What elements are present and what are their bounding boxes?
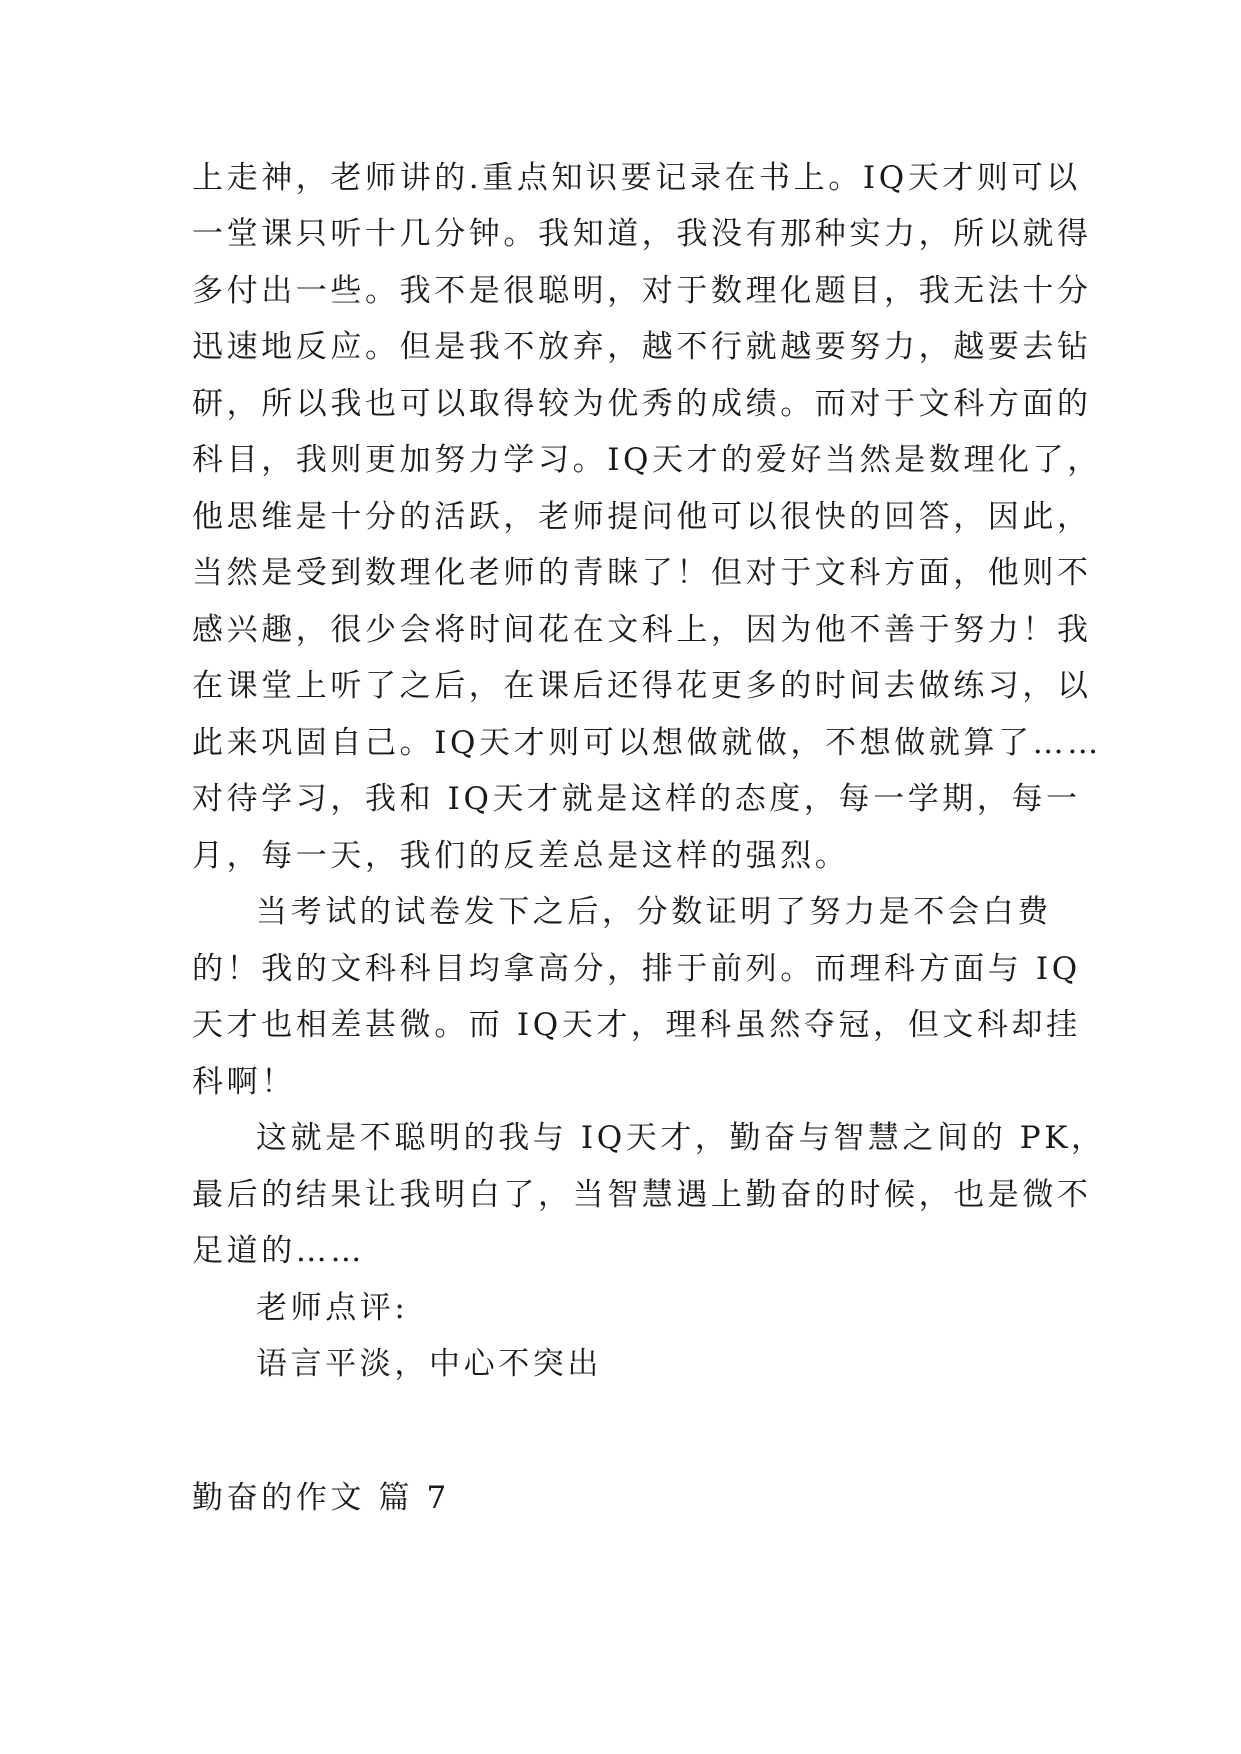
text-line: 当然是受到数理化老师的青睐了！但对于文科方面，他则不 [192,555,1092,591]
text-line: 迅速地反应。但是我不放弃，越不行就越要努力，越要去钻 [192,329,1092,365]
text-line: 研，所以我也可以取得较为优秀的成绩。而对于文科方面的 [192,386,1092,422]
text-line: 月，每一天，我们的反差总是这样的强烈。 [192,838,850,874]
teacher-comment-text: 语言平淡，中心不突出 [256,1346,602,1382]
section-heading: 勤奋的作文 篇 7 [192,1480,450,1516]
text-line: 感兴趣，很少会将时间花在文科上，因为他不善于努力！我 [192,612,1092,648]
text-line: 科啊！ [192,1064,296,1100]
text-line: 一堂课只听十几分钟。我知道，我没有那种实力，所以就得 [192,216,1092,252]
text-line: 上走神，老师讲的.重点知识要记录在书上。IQ天才则可以 [192,160,1081,196]
text-line: 对待学习，我和 IQ天才就是这样的态度，每一学期，每一 [192,781,1081,817]
text-line: 的！我的文科科目均拿高分，排于前列。而理科方面与 IQ [192,951,1081,987]
text-line: 科目，我则更加努力学习。IQ天才的爱好当然是数理化了， [192,442,1102,478]
paragraph-start-line: 当考试的试卷发下之后，分数证明了努力是不会白费 [256,894,1052,930]
text-line: 最后的结果让我明白了，当智慧遇上勤奋的时候，也是微不 [192,1177,1092,1213]
text-line: 此来巩固自己。IQ天才则可以想做就做，不想做就算了…… [192,725,1102,761]
text-line: 多付出一些。我不是很聪明，对于数理化题目，我无法十分 [192,273,1092,309]
paragraph-start-line: 这就是不聪明的我与 IQ天才，勤奋与智慧之间的 PK， [256,1120,1106,1156]
text-line: 在课堂上听了之后，在课后还得花更多的时间去做练习，以 [192,668,1092,704]
text-line: 天才也相差甚微。而 IQ天才，理科虽然夺冠，但文科却挂 [192,1007,1081,1043]
teacher-comment-label: 老师点评: [256,1290,409,1326]
text-line: 他思维是十分的活跃，老师提问他可以很快的回答，因此， [192,499,1092,535]
text-line: 足道的…… [192,1233,365,1269]
